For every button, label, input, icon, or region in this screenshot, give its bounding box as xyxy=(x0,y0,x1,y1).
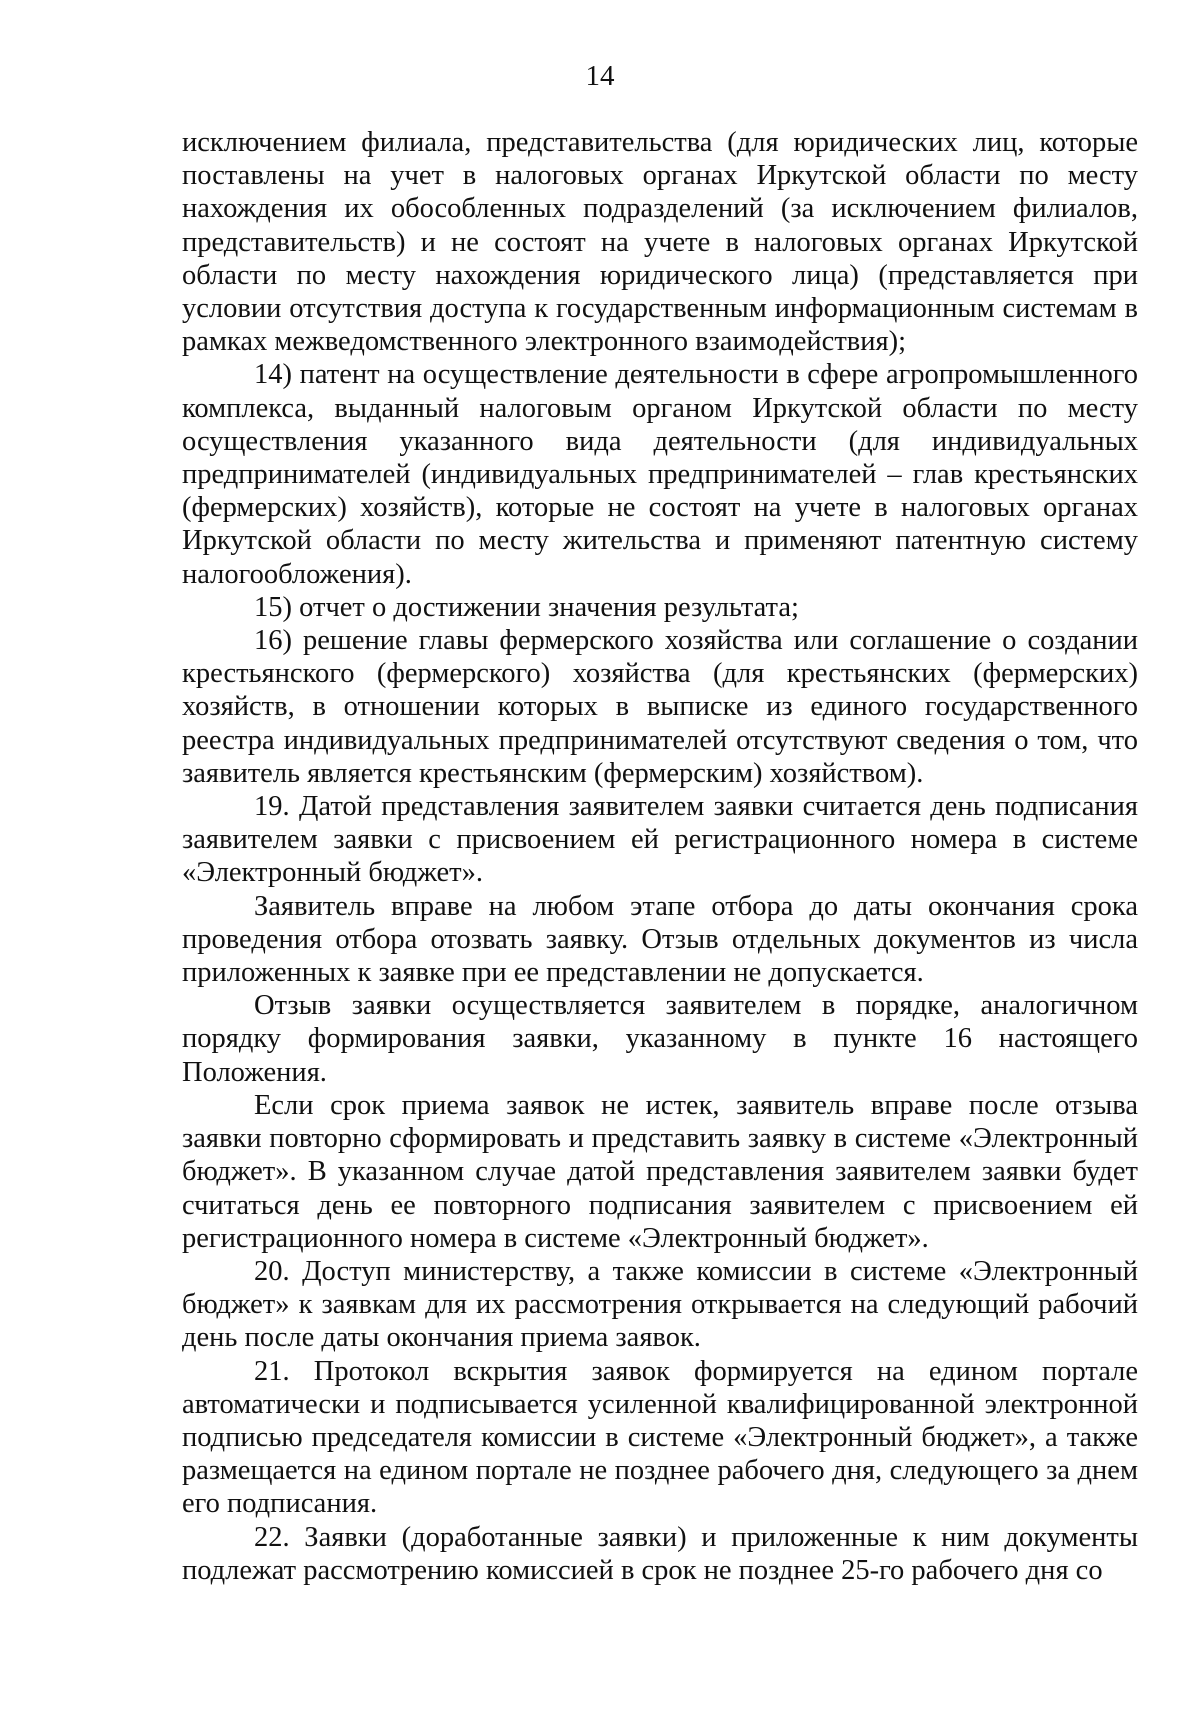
paragraph-clause-21: 21. Протокол вскрытия заявок формируется на едином портале автоматически и подписывается усиленной квалифицированной электронной подписью председателя комиссии в системе «Электронный бюджет», а также размещается на едином портале не позднее рабочего дня, следующего за днем его подписания. xyxy=(182,1355,1138,1520)
paragraph-item-14: 14) патент на осуществление деятельности в сфере агропромышленного комплекса, выданный налоговым органом Иркутской области по месту осуществления указанного вида деятельности (для индивидуальных предпринимателей (индивидуальных предпринимателей – глав крестьянских (фермерских) хозяйств), которые не состоят на учете в налоговых органах Иркутской области по месту жительства и применяют патентную систему налогообложения). xyxy=(182,359,1138,590)
paragraph-clause-20: 20. Доступ министерству, а также комиссии в системе «Электронный бюджет» к заявкам для их рассмотрения открывается на следующий рабочий день после даты окончания приема заявок. xyxy=(182,1255,1138,1354)
paragraph-clause-22: 22. Заявки (доработанные заявки) и приложенные к ним документы подлежат рассмотрению комиссией в срок не позднее 25-го рабочего дня со xyxy=(182,1521,1138,1586)
paragraph-clause-19: 19. Датой представления заявителем заявки считается день подписания заявителем заявки с присвоением ей регистрационного номера в системе «Электронный бюджет». xyxy=(182,791,1138,889)
document-body xyxy=(182,126,1138,1587)
page-number: 14 xyxy=(585,60,615,92)
paragraph-item-15: 15) отчет о достижении значения результата; xyxy=(254,591,799,623)
paragraph-continuation: исключением филиала, представительства (для юридических лиц, которые поставлены на учет в налоговых органах Иркутской области по месту нахождения их обособленных подразделений (за исключением филиалов, представительств) и не состоят на учете в налоговых органах Иркутской области по месту нахождения юридического лица) (представляется при условии отсутствия доступа к государственным информационным системам в рамках межведомственного электронного взаимодействия); xyxy=(182,127,1138,358)
paragraph-item-16: 16) решение главы фермерского хозяйства или соглашение о создании крестьянского (фермерского) хозяйства (для крестьянских (фермерских) хозяйств, в отношении которых в выписке из единого государственного реестра индивидуальных предпринимателей отсутствуют сведения о том, что заявитель является крестьянским (фермерским) хозяйством). xyxy=(182,625,1138,789)
paragraph-withdrawal: Заявитель вправе на любом этапе отбора до даты окончания срока проведения отбора отозвать заявку. Отзыв отдельных документов из числа приложенных к заявке при ее представлении не допускается. xyxy=(182,890,1138,989)
paragraph-resubmission: Если срок приема заявок не истек, заявитель вправе после отзыва заявки повторно сформировать и представить заявку в системе «Электронный бюджет». В указанном случае датой представления заявителем заявки будет считаться день ее повторного подписания заявителем с присвоением ей регистрационного номера в системе «Электронный бюджет». xyxy=(182,1089,1138,1254)
paragraph-withdrawal-procedure: Отзыв заявки осуществляется заявителем в порядке, аналогичном порядку формирования заявки, указанному в пункте 16 настоящего Положения. xyxy=(182,990,1138,1088)
